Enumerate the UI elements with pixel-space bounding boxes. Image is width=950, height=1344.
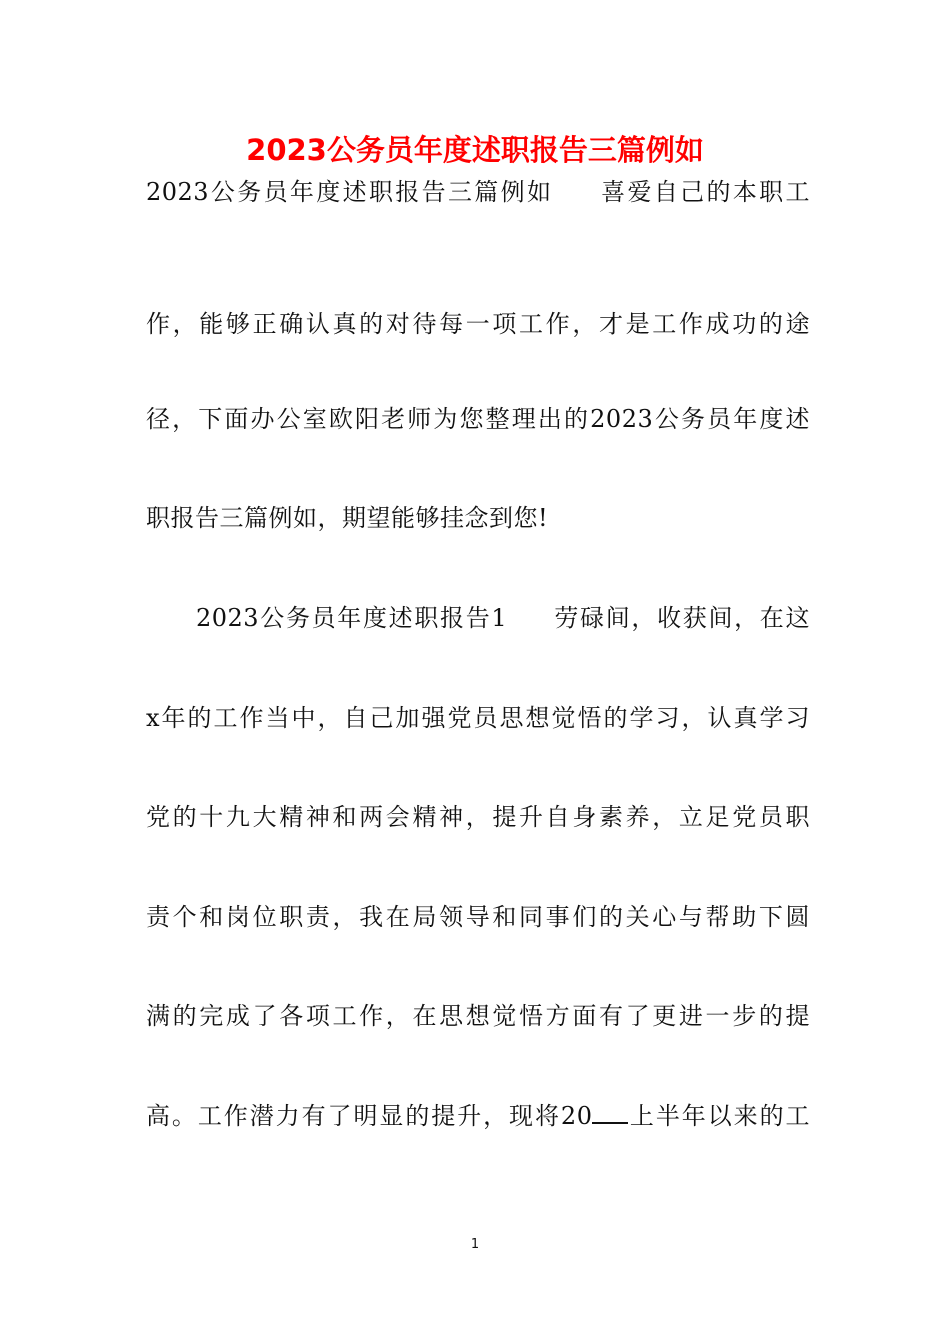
page-number: 1 [470,1237,480,1252]
paragraph-2-line-3: 党的十九大精神和两会精神，提升自身素养，立足党员职 [146,803,810,831]
paragraph-1-line-2: 作，能够正确认真的对待每一项工作，才是工作成功的途 [146,310,810,338]
paragraph-2-line-6-end: 上半年以来的工 [628,1102,810,1130]
paragraph-1-line-3: 径，下面办公室欧阳老师为您整理出的2023公务员年度述 [146,405,810,433]
paragraph-2-line-2: x年的工作当中，自己加强党员思想觉悟的学习，认真学习 [146,704,810,732]
paragraph-2-line-5: 满的完成了各项工作，在思想觉悟方面有了更进一步的提 [146,1002,810,1030]
paragraph-1-line-1 [146,172,810,212]
paragraph-1-heading: 2023公务员年度述职报告三篇例如 [146,178,554,206]
paragraph-2-line-6 [146,1096,810,1136]
paragraph-2-line-1 [196,598,810,638]
document-title: 2023公务员年度述职报告三篇例如 [246,133,704,167]
paragraph-2-line-6-start: 高。工作潜力有了明显的提升，现将20 [146,1102,593,1130]
fill-in-blank [592,1104,628,1124]
paragraph-1-line-4: 职报告三篇例如，期望能够挂念到您! [146,504,549,532]
paragraph-2-heading: 2023公务员年度述职报告1 [196,604,508,632]
paragraph-1-text: 喜爱自己的本职工 [599,178,811,206]
paragraph-2-line-4: 责个和岗位职责，我在局领导和同事们的关心与帮助下圆 [146,903,810,931]
paragraph-2-text: 劳碌间，收获间，在这 [553,604,810,632]
